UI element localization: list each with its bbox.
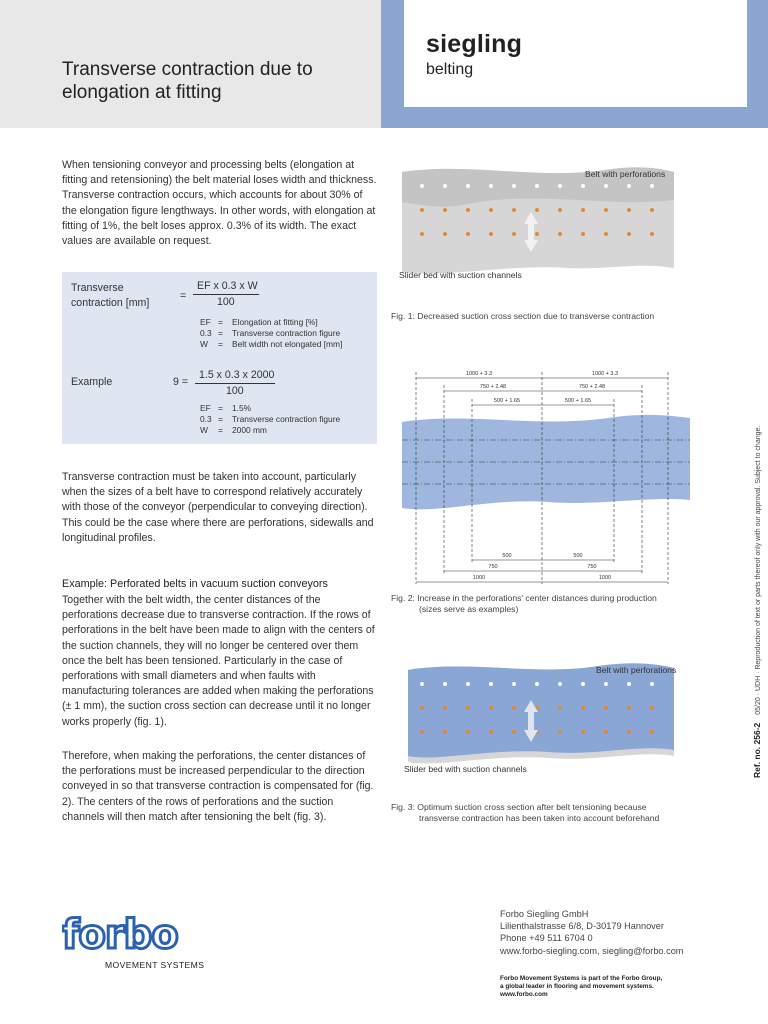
ex-legend-03-sym: 0.3 [200, 414, 212, 424]
perforation-dot [489, 730, 493, 734]
perforation-dot [558, 730, 562, 734]
perforation-dot [489, 706, 493, 710]
perforation-dot [627, 208, 631, 212]
perforation-dot [443, 232, 447, 236]
perforation-dot [512, 208, 516, 212]
ex-legend-03-desc: Transverse contraction figure [232, 414, 341, 424]
perforation-dot [627, 232, 631, 236]
perforation-dot [627, 682, 631, 686]
legend-ef-sym: EF [200, 317, 211, 327]
legend-ef-desc: Elongation at fitting [%] [232, 317, 318, 327]
perforation-dot [627, 730, 631, 734]
ex-legend-03-eq: = [218, 414, 223, 424]
perforation-dot [489, 682, 493, 686]
perforation-dot [581, 730, 585, 734]
ex-legend-ef-desc: 1.5% [232, 403, 252, 413]
perforation-dot [489, 232, 493, 236]
formula-numerator: EF x 0.3 x W [197, 280, 258, 292]
dim-top-3: 750 + 2.48 [479, 384, 507, 390]
example-heading: Example: Perforated belts in vacuum suction conveyors [62, 578, 328, 590]
ex-legend-ef-sym: EF [200, 403, 211, 413]
fig1-bed-label: Slider bed with suction channels [399, 270, 522, 280]
perforation-dot [604, 208, 608, 212]
footer-note [500, 975, 662, 999]
logo-subtitle: MOVEMENT SYSTEMS [105, 960, 205, 970]
perforation-dot [581, 208, 585, 212]
figure-1 [388, 160, 688, 320]
perforation-dot [650, 706, 654, 710]
example-fraction-line [195, 383, 275, 384]
transverse-paragraph: Transverse contraction must be taken into account, particularly when the sizes of a belt have to correspond relatively accurately with those of the conveyor (perpendicular to conveying direction). This could be the case where there are perforations, sidewalls and longitudinal profiles. [62, 471, 374, 544]
company-name: Forbo Siegling GmbH [500, 909, 589, 919]
formula-box [62, 272, 377, 444]
perforation-dot [489, 184, 493, 188]
example-paragraph: Together with the belt width, the center distances of the perforations decrease due to transverse contraction. If the rows of perforations in the belt have been made to align with the centers of the suction channels, they will no longer be centered over them once the belt has been tensioned. Particularly in the case of perforations with small diameters and when faults with manufacturing tolerances are added when making the perforations (± 1 mm), the suction cross section can decrease until it no longer works properly (fig. 1). [62, 594, 375, 728]
perforation-dot [489, 208, 493, 212]
fig3-bed-label: Slider bed with suction channels [404, 764, 527, 774]
perforation-dot [650, 184, 654, 188]
fig2-caption-2: (sizes serve as examples) [419, 604, 519, 614]
perforation-dot [650, 682, 654, 686]
perforation-dot [581, 682, 585, 686]
perforation-dot [512, 232, 516, 236]
figure-2 [398, 364, 698, 590]
perforation-dot [443, 706, 447, 710]
perforation-dot [512, 184, 516, 188]
dim-bottom-4: 750 [587, 564, 597, 570]
perforation-dot [650, 232, 654, 236]
perforation-dot [627, 184, 631, 188]
perforation-dot [420, 706, 424, 710]
title-line-2: elongation at fitting [62, 82, 222, 103]
dim-top-5: 500 + 1.65 [493, 398, 521, 404]
dim-top-2: 1000 + 3.3 [591, 371, 619, 377]
perforation-dot [604, 682, 608, 686]
perforation-dot [627, 706, 631, 710]
brand-name: siegling [426, 30, 523, 58]
example-label: Example [71, 376, 113, 388]
side-reference [752, 426, 762, 778]
footer-note-3[interactable]: www.forbo.com [500, 991, 548, 998]
brand-subtitle: belting [426, 61, 474, 78]
ex-legend-w-sym: W [200, 425, 208, 435]
legend-03-sym: 0.3 [200, 328, 212, 338]
perforation-dot [466, 706, 470, 710]
legend-w-eq: = [218, 339, 223, 349]
formula-fraction-line [193, 294, 259, 295]
dim-bottom-1: 500 [502, 553, 512, 559]
footer-note-1: Forbo Movement Systems is part of the Forbo Group, [500, 975, 663, 982]
perforation-dot [420, 208, 424, 212]
perforation-dot [650, 730, 654, 734]
perforation-dot [581, 232, 585, 236]
legend-ef-eq: = [218, 317, 223, 327]
ref-number: Ref. no. 256-2 [752, 722, 762, 778]
forbo-logo [62, 910, 212, 958]
example-result: 9 = [173, 376, 189, 388]
perforation-dot [604, 232, 608, 236]
example-denominator: 100 [226, 385, 244, 397]
title-line-1: Transverse contraction due to [62, 59, 313, 80]
perforation-dot [604, 706, 608, 710]
dim-top-4: 750 + 2.48 [578, 384, 606, 390]
perforation-dot [558, 208, 562, 212]
ex-legend-w-desc: 2000 mm [232, 425, 267, 435]
formula-label-2: contraction [mm] [71, 297, 150, 309]
perforation-dot [604, 184, 608, 188]
perforation-dot [512, 706, 516, 710]
perforation-dot [535, 184, 539, 188]
perforation-dot [443, 208, 447, 212]
intro-paragraph: When tensioning conveyor and processing belts (elongation at fitting and retensioning) the belt material loses width and thickness. Transverse contraction occurs, which accounts for about 30% of the elongation figure lengthways. In other words, with elongation at fitting of 1%, the belt loses approx. 0.3% of its width. The exact values are available on request. [62, 159, 377, 248]
street-address: Lilienthalstrasse 6/8, D-30179 Hannover [500, 921, 664, 932]
phone-number: Phone +49 511 6704 0 [500, 933, 593, 944]
footer-note-2: a global leader in flooring and movement systems. [500, 983, 654, 990]
formula-equals: = [180, 290, 187, 302]
legend-w-sym: W [200, 339, 208, 349]
example-numerator: 1.5 x 0.3 x 2000 [199, 369, 275, 381]
figure-3 [388, 656, 688, 796]
perforation-dot [466, 208, 470, 212]
legend-03-desc: Transverse contraction figure [232, 328, 341, 338]
dim-bottom-6: 1000 [598, 575, 612, 581]
perforation-dot [443, 682, 447, 686]
perforation-dot [558, 184, 562, 188]
perforation-dot [535, 232, 539, 236]
perforation-dot [535, 208, 539, 212]
fig3-belt [408, 663, 677, 757]
perforation-dot [420, 232, 424, 236]
ex-legend-ef-eq: = [218, 403, 223, 413]
perforation-dot [604, 730, 608, 734]
perforation-dot [466, 682, 470, 686]
perforation-dot [443, 730, 447, 734]
logo-wordmark: forbo [62, 912, 178, 958]
perforation-dot [558, 706, 562, 710]
dim-bottom-2: 500 [573, 553, 583, 559]
fig3-caption-2: transverse contraction has been taken into account beforehand [419, 813, 660, 823]
ex-legend-w-eq: = [218, 425, 223, 435]
perforation-dot [443, 184, 447, 188]
perforation-dot [466, 232, 470, 236]
perforation-dot [581, 706, 585, 710]
perforation-dot [420, 184, 424, 188]
conclusion-paragraph: Therefore, when making the perforations, the center distances of the perforations must be increased perpendicular to the direction conveyed in so that transverse contraction is compensated for (fig. 2). The centers of the rows of perforations and the suction channels will then match after tensioning the belt (fig. 3). [62, 750, 374, 823]
web-contact[interactable]: www.forbo-siegling.com, siegling@forbo.com [500, 945, 684, 956]
perforation-dot [558, 682, 562, 686]
dim-top-1: 1000 + 3.3 [465, 371, 493, 377]
perforation-dot [512, 682, 516, 686]
perforation-dot [558, 232, 562, 236]
formula-denominator: 100 [217, 296, 235, 308]
dim-top-6: 500 + 1.65 [564, 398, 592, 404]
fig3-caption-1: Fig. 3: Optimum suction cross section after belt tensioning because [391, 802, 647, 812]
perforation-dot [581, 184, 585, 188]
formula-label-1: Transverse [71, 282, 124, 294]
perforation-dot [512, 730, 516, 734]
dim-bottom-3: 750 [488, 564, 498, 570]
perforation-dot [420, 682, 424, 686]
fig1-belt-label: Belt with perforations [585, 169, 666, 179]
legend-w-desc: Belt width not elongated [mm] [232, 339, 343, 349]
legend-03-eq: = [218, 328, 223, 338]
perforation-dot [420, 730, 424, 734]
page-title [62, 58, 362, 104]
perforation-dot [650, 208, 654, 212]
perforation-dot [466, 184, 470, 188]
side-note: 05/20 · UDH · Reproduction of text or parts thereof only with our approval. Subject to change. [755, 425, 762, 715]
dim-bottom-5: 1000 [472, 575, 486, 581]
footer-address [500, 908, 683, 957]
fig3-belt-label: Belt with perforations [596, 665, 677, 675]
fig2-caption-1: Fig. 2: Increase in the perforations' center distances during production [391, 593, 657, 603]
fig1-caption: Fig. 1: Decreased suction cross section due to transverse contraction [391, 311, 655, 321]
perforation-dot [466, 730, 470, 734]
perforation-dot [535, 682, 539, 686]
